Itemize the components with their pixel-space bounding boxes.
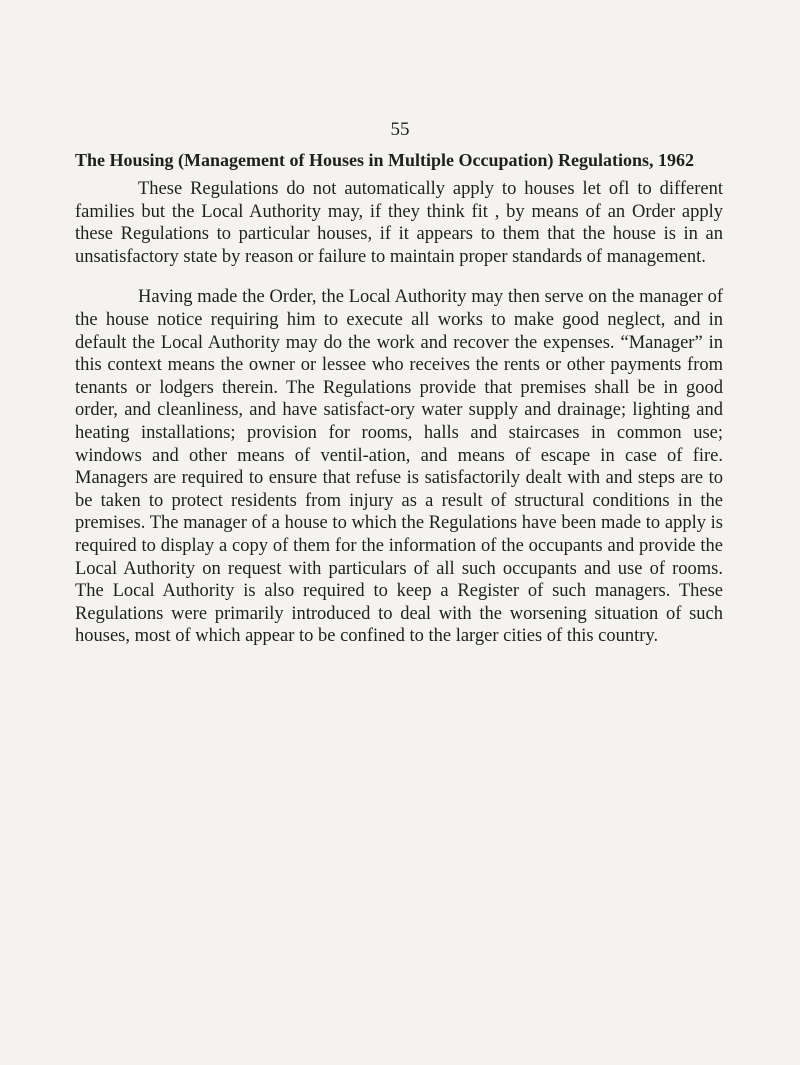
section-heading: The Housing (Management of Houses in Multiple Occupation) Regulations, 1962 (75, 150, 695, 170)
paragraph-2: Having made the Order, the Local Authority may then serve on the manager of the house notice requiring him to execute all works to make good neglect, and in default the Local Authority may do the work and recover the expenses. “Manager” in this context means the owner or lessee who receives the rents or other payments from tenants or lodgers therein. The Regulations provide that premises shall be in good order, and cleanliness, and have satisfact-ory water supply and drainage; lighting and heating installations; provision for rooms, halls and staircases in common use; windows and other means of ventil-ation, and means of escape in case of fire. Managers are required to ensure that refuse is satisfactorily dealt with and steps are to be taken to protect residents from injury as a result of structural conditions in the premises. The manager of a house to which the Regulations have been made to apply is required to display a copy of them for the information of the occupants and provide the Local Authority on request with particulars of all such occupants and use of rooms. The Local Authority is also required to keep a Register of such managers. These Regulations were primarily introduced to deal with the worsening situation of such houses, most of which appear to be confined to the larger cities of this country. (75, 287, 723, 647)
paragraph-1: These Regulations do not automatically apply to houses let ofl to different families but the Local Authority may, if they think fit , by means of an Order apply these Regulations to particular houses, if it appears to them that the house is in an unsatisfactory state by reason or failure to maintain proper standards of management. (75, 179, 723, 267)
document-body (75, 148, 723, 666)
page-number: 55 (390, 119, 410, 140)
